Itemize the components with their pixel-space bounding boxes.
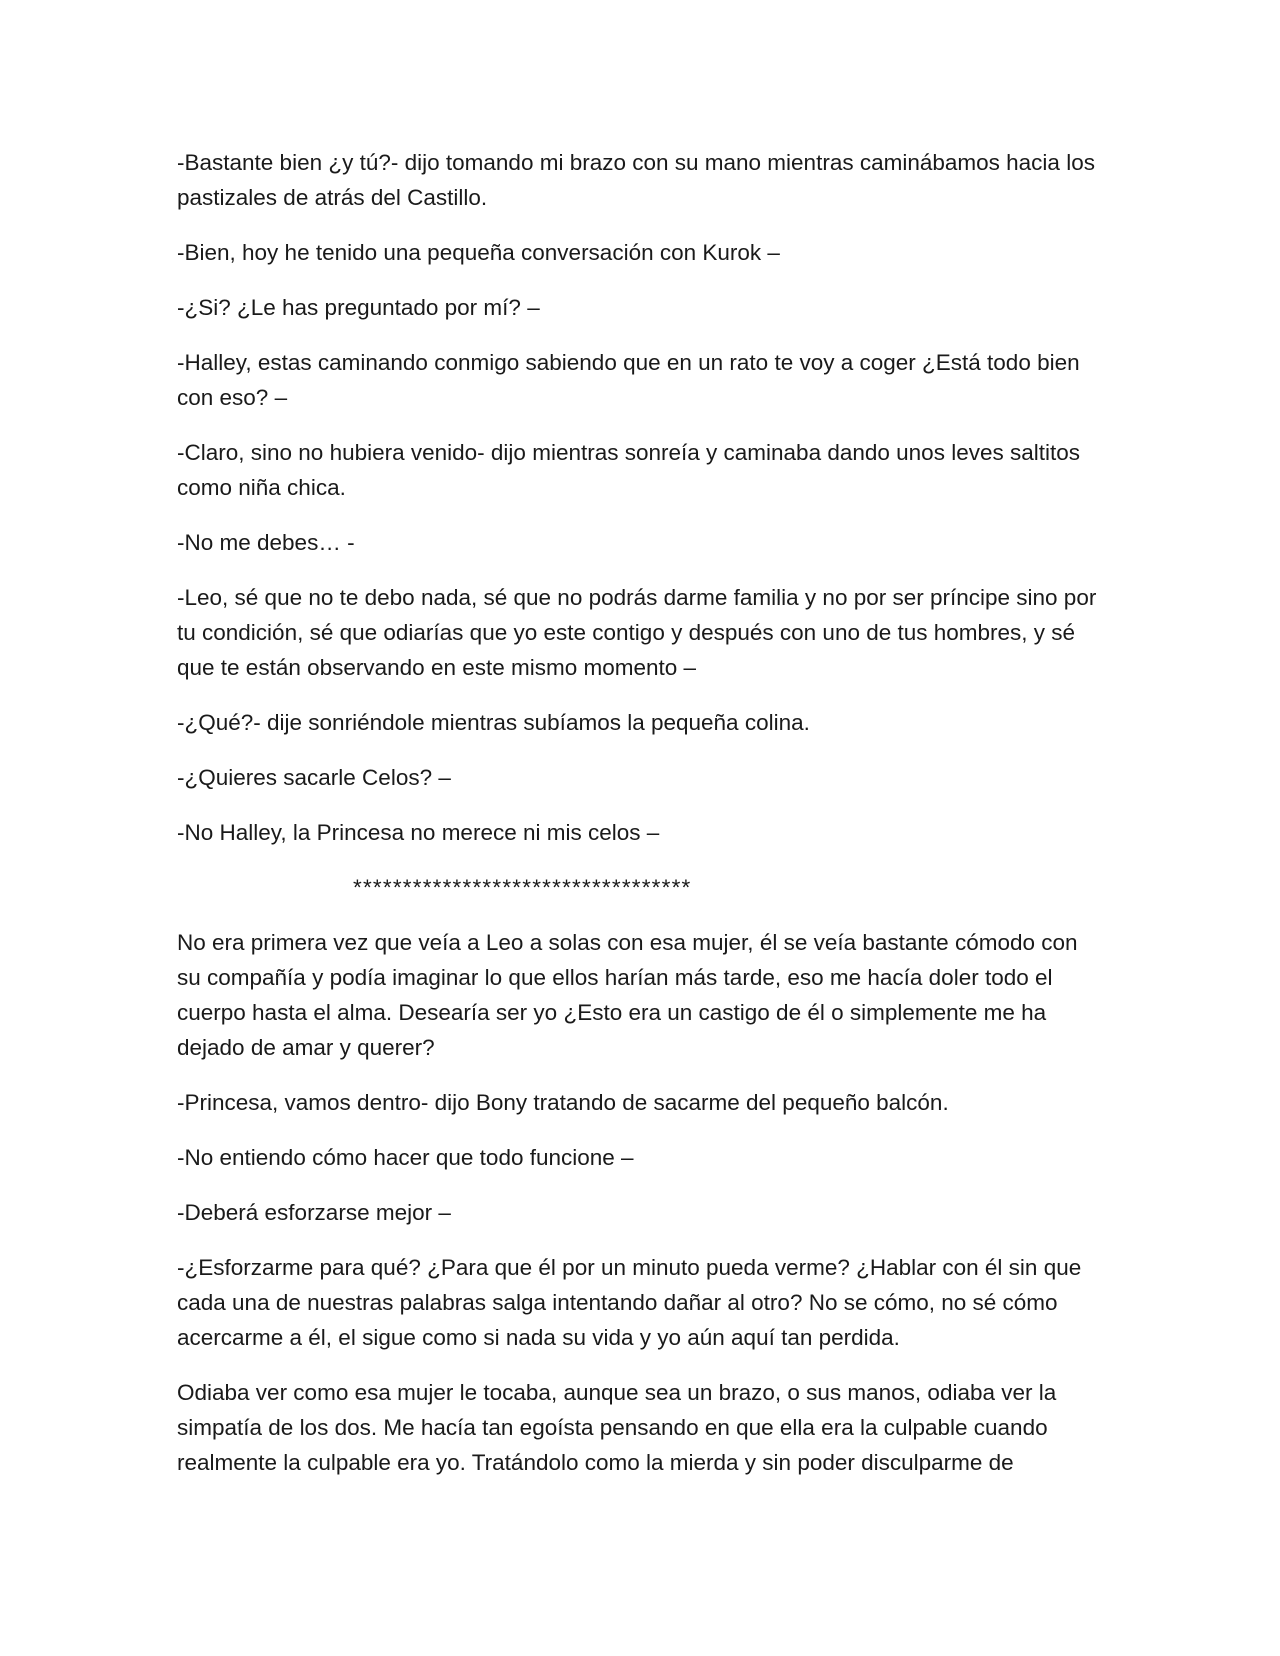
paragraph: -¿Si? ¿Le has preguntado por mí? –: [177, 295, 540, 320]
paragraph: -¿Esforzarme para qué? ¿Para que él por un minuto pueda verme? ¿Hablar con él sin que cada una de nuestras palabras salga intentando dañar al otro? No se cómo, no sé cómo acercarme a él, el sigue como si nada su vida y yo aún aquí tan perdida.: [177, 1255, 1082, 1350]
paragraph: -¿Qué?- dije sonriéndole mientras subíamos la pequeña colina.: [177, 710, 810, 735]
paragraph: -No entiendo cómo hacer que todo funcione –: [177, 1145, 634, 1170]
paragraph: -Leo, sé que no te debo nada, sé que no podrás darme familia y no por ser príncipe sino por tu condición, sé que odiarías que yo este contigo y después con uno de tus hombres, y sé que te están observando en este mismo momento –: [177, 585, 1097, 680]
paragraph: -Princesa, vamos dentro- dijo Bony tratando de sacarme del pequeño balcón.: [177, 1090, 949, 1115]
paragraph: -Bastante bien ¿y tú?- dijo tomando mi brazo con su mano mientras caminábamos hacia los pastizales de atrás del Castillo.: [177, 150, 1095, 210]
paragraph: -Claro, sino no hubiera venido- dijo mientras sonreía y caminaba dando unos leves saltitos como niña chica.: [177, 440, 1080, 500]
paragraph: -Halley, estas caminando conmigo sabiendo que en un rato te voy a coger ¿Está todo bien con eso? –: [177, 350, 1080, 410]
paragraph: -No me debes… -: [177, 530, 355, 555]
text-body: [177, 145, 1107, 1500]
paragraph: No era primera vez que veía a Leo a solas con esa mujer, él se veía bastante cómodo con su compañía y podía imaginar lo que ellos harían más tarde, eso me hacía doler todo el cuerpo hasta el alma. Desearía ser yo ¿Esto era un castigo de él o simplemente me ha dejado de amar y querer?: [177, 930, 1078, 1060]
paragraph: -Bien, hoy he tenido una pequeña conversación con Kurok –: [177, 240, 780, 265]
paragraph: -Deberá esforzarse mejor –: [177, 1200, 451, 1225]
paragraph: Odiaba ver como esa mujer le tocaba, aunque sea un brazo, o sus manos, odiaba ver la simpatía de los dos. Me hacía tan egoísta pensando en que ella era la culpable cuando realmente la culpable era yo. Tratándolo como la mierda y sin poder disculparme de: [177, 1380, 1057, 1475]
paragraph: -No Halley, la Princesa no merece ni mis celos –: [177, 820, 660, 845]
paragraph: -¿Quieres sacarle Celos? –: [177, 765, 451, 790]
scene-separator: **********************************: [353, 875, 692, 900]
